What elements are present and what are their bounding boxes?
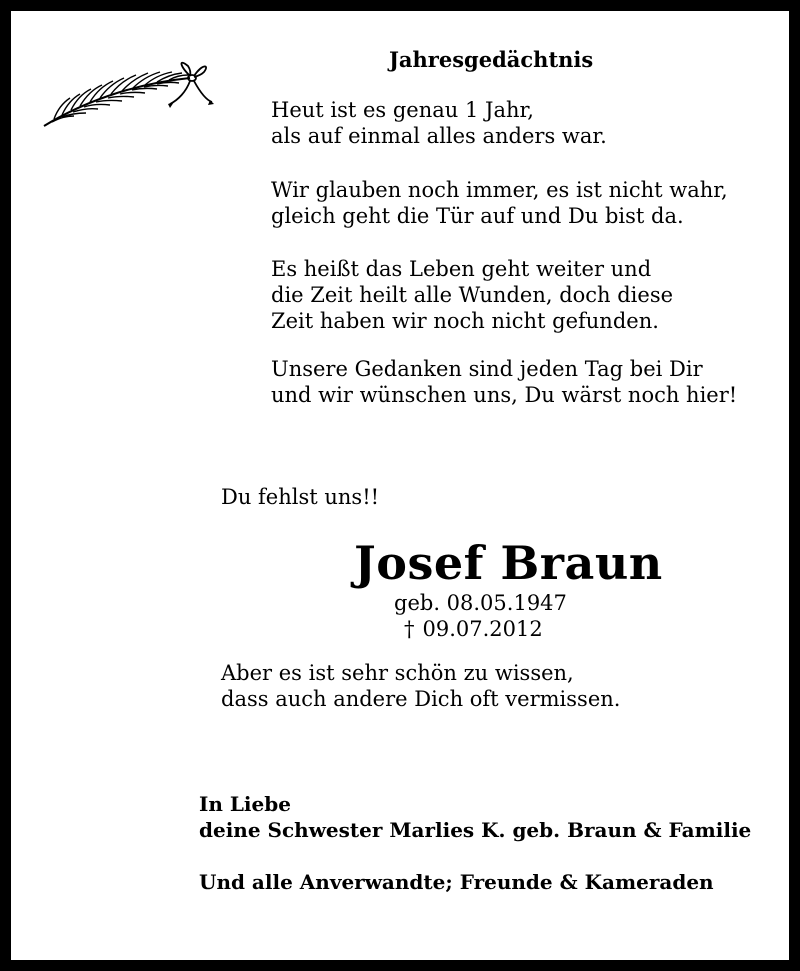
poem-line: Heut ist es genau 1 Jahr, (271, 98, 534, 122)
missing-line: Du fehlst uns!! (221, 485, 380, 509)
palm-branch-icon (40, 60, 215, 130)
poem-line: die Zeit heilt alle Wunden, doch diese (271, 283, 674, 307)
cross-icon: † (404, 617, 415, 641)
poem-stanza-4 (271, 356, 737, 408)
poem-line: gleich geht die Tür auf und Du bist da. (271, 204, 684, 228)
poem-line: als auf einmal alles anders war. (271, 124, 607, 148)
poem-line: Wir glauben noch immer, es ist nicht wahr, (271, 178, 728, 202)
signature-relatives: Und alle Anverwandte; Freunde & Kameraden (199, 870, 714, 894)
closing-line: dass auch andere Dich oft vermissen. (221, 687, 621, 711)
closing-verse (221, 660, 620, 712)
poem-line: und wir wünschen uns, Du wärst noch hier! (271, 383, 738, 407)
birth-date: geb. 08.05.1947 (394, 591, 567, 615)
signature-family (199, 791, 751, 843)
signature-line: deine Schwester Marlies K. geb. Braun & Familie (199, 818, 752, 842)
poem-stanza-3 (271, 256, 673, 334)
poem-stanza-1 (271, 97, 607, 149)
heading: Jahresgedächtnis (389, 47, 594, 72)
poem-line: Unsere Gedanken sind jeden Tag bei Dir (271, 357, 703, 381)
closing-line: Aber es ist sehr schön zu wissen, (221, 661, 574, 685)
poem-line: Es heißt das Leben geht weiter und (271, 257, 652, 281)
death-date: 09.07.2012 (422, 617, 543, 641)
signature-line: In Liebe (199, 792, 291, 816)
poem-stanza-2 (271, 177, 728, 229)
poem-line: Zeit haben wir noch nicht gefunden. (271, 309, 659, 333)
deceased-name: Josef Braun (354, 536, 663, 590)
death-date-line (404, 617, 543, 641)
